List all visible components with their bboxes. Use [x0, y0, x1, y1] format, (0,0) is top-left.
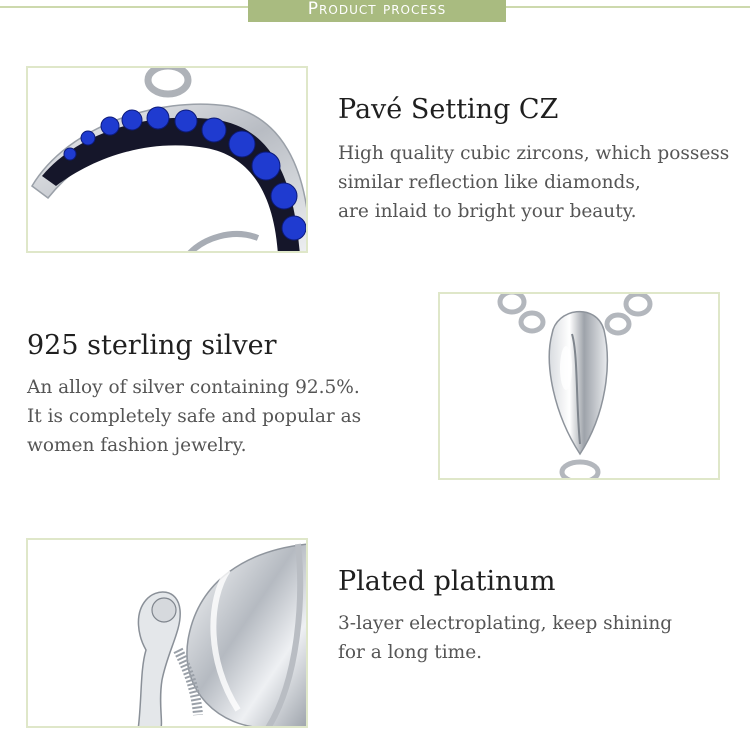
feature-title-silver: 925 sterling silver: [27, 330, 277, 361]
description-line: It is completely safe and popular as: [27, 406, 362, 427]
header-rule-right: [506, 6, 750, 8]
fairy-pendant-illustration: [28, 540, 308, 728]
description-line: women fashion jewelry.: [27, 435, 247, 456]
description-line: High quality cubic zircons, which possess: [338, 143, 730, 164]
feature-title-pave: Pavé Setting CZ: [338, 94, 559, 125]
pave-setting-image: [26, 66, 308, 253]
feature-description-silver: [27, 373, 361, 460]
description-line: for a long time.: [338, 642, 483, 663]
feature-title-platinum: Plated platinum: [338, 566, 556, 597]
description-line: 3-layer electroplating, keep shining: [338, 613, 673, 634]
section-header: Product process: [248, 0, 506, 22]
sterling-silver-image: [438, 292, 720, 480]
feature-description-platinum: [338, 609, 672, 667]
bail-illustration: [440, 294, 720, 480]
moon-pendant-illustration: [28, 68, 308, 253]
plated-platinum-image: [26, 538, 308, 728]
description-line: An alloy of silver containing 92.5%.: [27, 377, 360, 398]
header-rule-left: [0, 6, 248, 8]
description-line: are inlaid to bright your beauty.: [338, 201, 637, 222]
description-line: similar reflection like diamonds,: [338, 172, 641, 193]
feature-description-pave: [338, 139, 729, 226]
